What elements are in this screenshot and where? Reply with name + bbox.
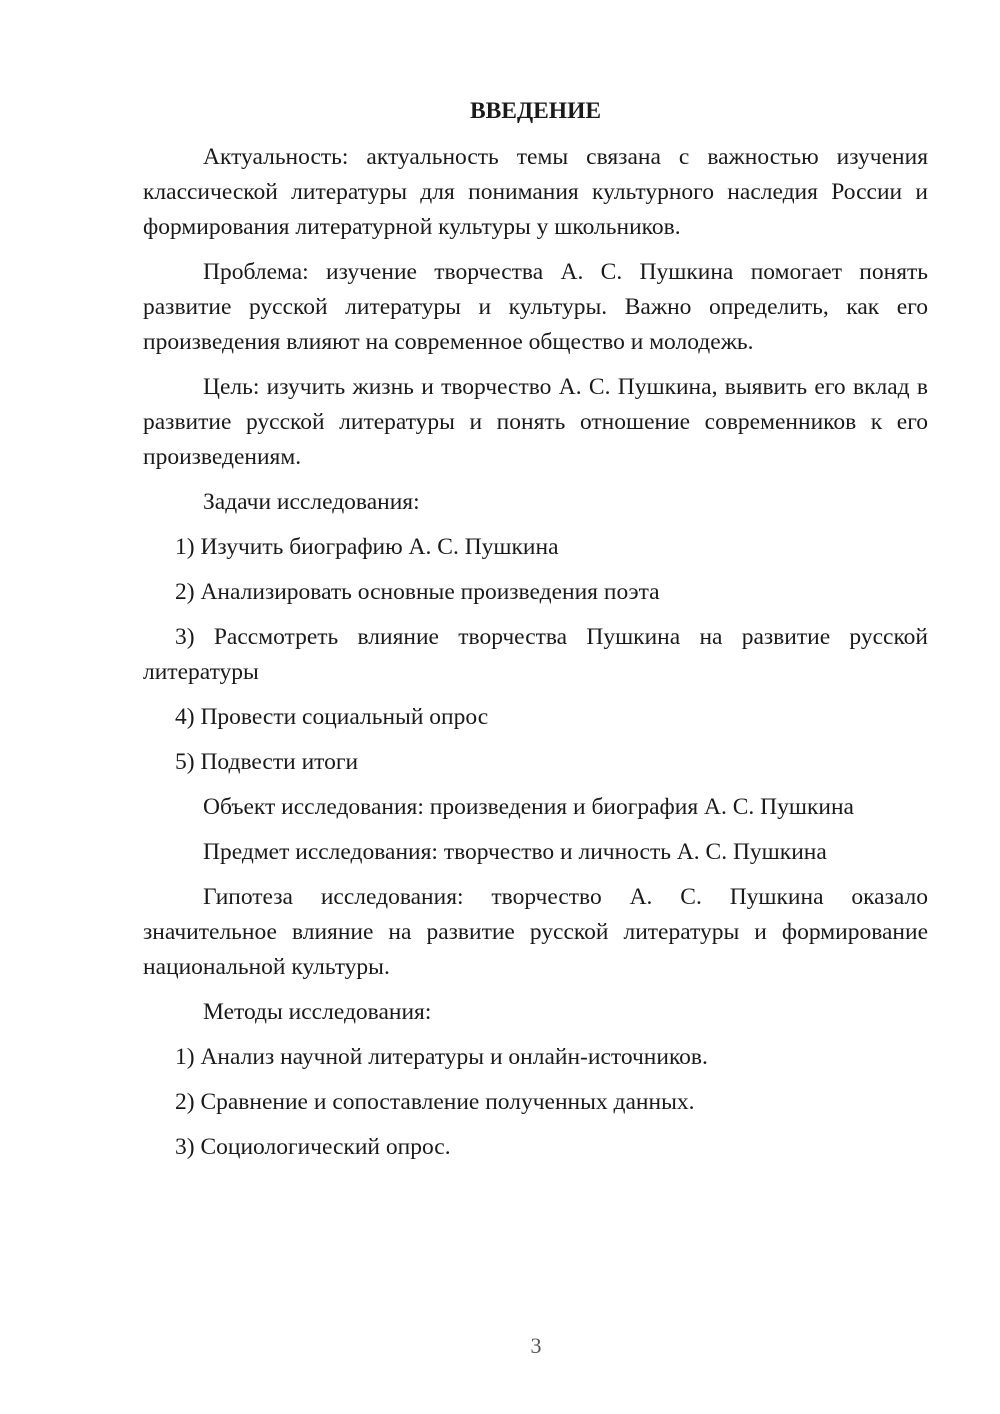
tasks-title: Задачи исследования:	[203, 489, 420, 515]
task-item: 5) Подвести итоги	[175, 749, 359, 775]
methods-title: Методы исследования:	[203, 999, 432, 1025]
goal-paragraph: Цель: изучить жизнь и творчество А. С. Пушкина, выявить его вклад в развитие русской литературы и понять отношение современников к его произведениям.	[143, 374, 928, 470]
method-item: 3) Социологический опрос.	[175, 1134, 451, 1160]
task-item: 1) Изучить биографию А. С. Пушкина	[175, 534, 559, 560]
method-item: 2) Сравнение и сопоставление полученных данных.	[175, 1089, 695, 1115]
task-item: 2) Анализировать основные произведения поэта	[175, 579, 660, 605]
document-page	[143, 92, 928, 1175]
task-item: 3) Рассмотреть влияние творчества Пушкина на развитие русской литературы	[143, 624, 928, 685]
page-number: 3	[530, 1333, 542, 1358]
problem-paragraph: Проблема: изучение творчества А. С. Пушкина помогает понять развитие русской литературы и культуры. Важно определить, как его произведения влияют на современное общество и молодежь.	[143, 259, 928, 355]
hypothesis-paragraph: Гипотеза исследования: творчество А. С. Пушкина оказало значительное влияние на развитие русской литературы и формирование национальной культуры.	[143, 884, 928, 980]
subject-paragraph: Предмет исследования: творчество и личность А. С. Пушкина	[203, 839, 827, 865]
task-item: 4) Провести социальный опрос	[175, 704, 489, 730]
object-paragraph: Объект исследования: произведения и биография А. С. Пушкина	[203, 794, 854, 820]
section-heading: ВВЕДЕНИЕ	[469, 98, 602, 124]
relevance-paragraph: Актуальность: актуальность темы связана с важностью изучения классической литературы для понимания культурного наследия России и формирования литературной культуры у школьников.	[143, 144, 928, 240]
method-item: 1) Анализ научной литературы и онлайн-источников.	[175, 1044, 708, 1070]
